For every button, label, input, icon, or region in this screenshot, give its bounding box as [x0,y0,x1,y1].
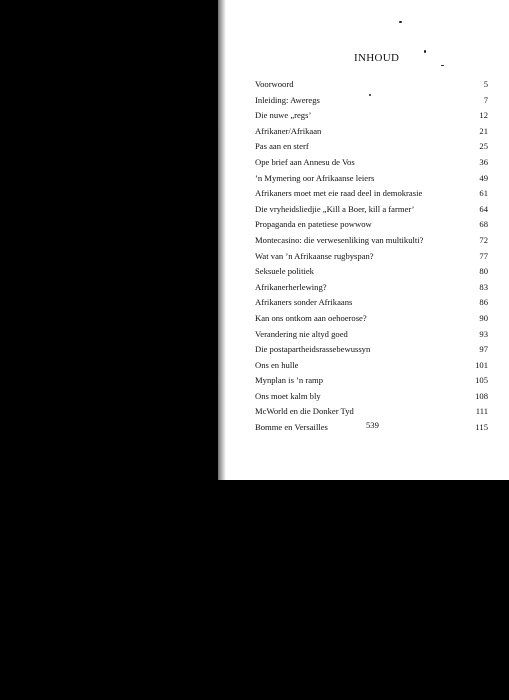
toc-entry-title: Propaganda en patetiese powwow [255,219,372,230]
toc-entry-page: 12 [479,110,488,121]
toc-entry-page: 64 [479,203,488,214]
toc-entry-title: Verandering nie altyd goed [255,328,348,339]
toc-entry [255,295,488,311]
toc-entry [255,186,488,202]
toc-entry-page: 72 [479,234,488,245]
toc-entry-title: Die vryheidsliedjie „Kill a Boer, kill a farmer’ [255,203,415,214]
toc-entry [255,108,488,124]
toc-entry-title: Die nuwe „regs’ [255,110,312,121]
toc-list [255,77,488,436]
toc-entry-page: 93 [479,328,488,339]
toc-entry-page: 68 [479,219,488,230]
toc-entry-title: Pas aan en sterf [255,141,309,152]
toc-entry-page: 25 [479,141,488,152]
toc-entry-title: Ons moet kalm bly [255,390,321,401]
toc-entry-page: 97 [479,344,488,355]
toc-entry [255,77,488,93]
toc-entry-page: 49 [479,172,488,183]
toc-entry-title: Montecasino: die verwesenliking van multikulti? [255,234,424,245]
toc-entry [255,389,488,405]
toc-entry [255,217,488,233]
toc-entry-page: 77 [479,250,488,261]
toc-entry-page: 7 [483,94,488,105]
toc-entry-page: 83 [479,281,488,292]
toc-entry-page: 108 [475,390,488,401]
toc-entry-title: Ope brief aan Annesu de Vos [255,156,355,167]
toc-entry-page: 86 [479,297,488,308]
toc-entry-title: Ons en hulle [255,359,299,370]
toc-entry-page: 21 [479,125,488,136]
toc-entry-title: Kan ons ontkom aan oehoerose? [255,312,367,323]
toc-entry [255,93,488,109]
toc-entry-page: 5 [483,79,488,89]
toc-entry [255,233,488,249]
dust-speck [424,50,426,53]
toc-entry [255,249,488,265]
dust-speck [399,21,402,23]
toc-entry-title: Seksuele politiek [255,266,314,277]
toc-entry [255,139,488,155]
toc-entry [255,358,488,374]
toc-entry [255,202,488,218]
dust-speck [441,65,444,66]
page-number: 539 [366,420,379,430]
toc-entry-title: Wat van ’n Afrikaanse rugbyspan? [255,250,374,261]
toc-entry [255,280,488,296]
toc-entry-page: 105 [475,375,488,386]
toc-entry [255,373,488,389]
toc-entry-page: 61 [479,188,488,199]
toc-entry [255,171,488,187]
toc-entry-title: Die postapartheidsrassebewussyn [255,344,371,355]
toc-entry [255,327,488,343]
toc-entry [255,264,488,280]
toc-entry [255,404,488,420]
toc-entry-page: 101 [475,359,488,370]
toc-entry [255,155,488,171]
toc-entry-title: Afrikaners sonder Afrikaans [255,297,353,308]
toc-entry-title: ’n Mymering oor Afrikaanse leiers [255,172,375,183]
toc-entry-page: 115 [475,422,488,433]
toc-entry-title: Afrikaners moet met eie raad deel in demokrasie [255,188,423,199]
toc-entry [255,342,488,358]
toc-entry-title: McWorld en die Donker Tyd [255,406,354,417]
toc-entry-page: 80 [479,266,488,277]
toc-entry-title: Voorwoord [255,79,294,89]
toc-entry-page: 90 [479,312,488,323]
toc-entry-page: 36 [479,156,488,167]
toc-entry-page: 111 [475,406,488,417]
toc-entry-title: Inleiding: Aweregs [255,94,320,105]
toc-heading: INHOUD [354,52,400,64]
toc-entry [255,124,488,140]
toc-entry-title: Mynplan is ’n ramp [255,375,324,386]
toc-entry [255,311,488,327]
toc-entry-title: Afrikanerherlewing? [255,281,327,292]
toc-entry-title: Bomme en Versailles [255,422,328,433]
toc-entry-title: Afrikaner/Afrikaan [255,125,322,136]
